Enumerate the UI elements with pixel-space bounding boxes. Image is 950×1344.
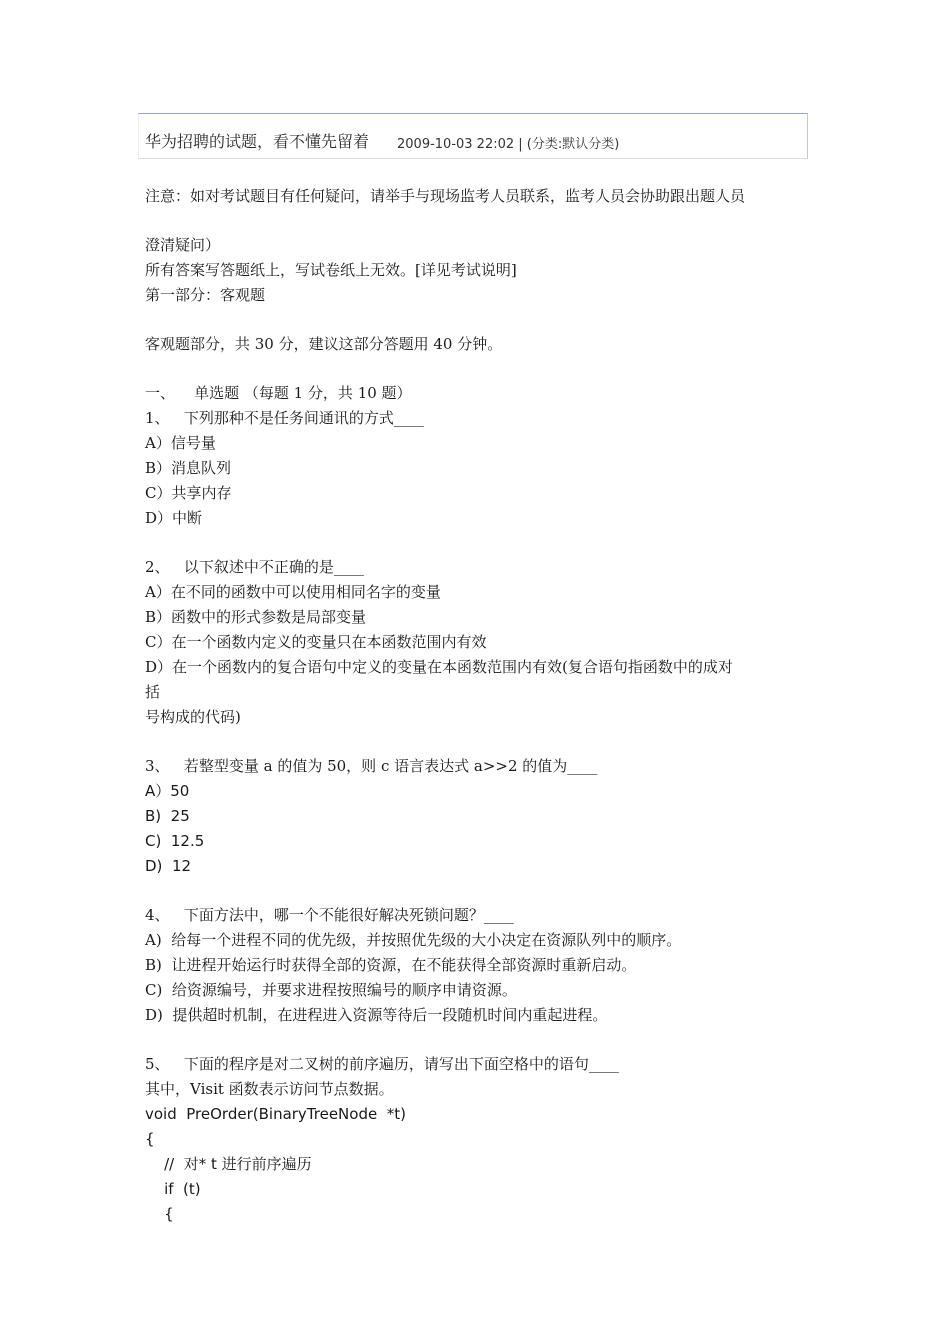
option: D) 12 <box>145 857 192 875</box>
section-intro: 客观题部分，共 30 分，建议这部分答题用 40 分钟。 <box>145 335 503 353</box>
code-line: { <box>145 1205 174 1223</box>
option: B) 25 <box>145 807 190 825</box>
option: B）消息队列 <box>145 459 232 477</box>
option: B) 让进程开始运行时获得全部的资源，在不能获得全部资源时重新启动。 <box>145 956 637 974</box>
notice-line: 注意：如对考试题目有任何疑问，请举手与现场监考人员联系，监考人员会协助跟出题人员 <box>145 187 746 205</box>
code-line: void PreOrder(BinaryTreeNode *t) <box>145 1105 406 1123</box>
question-stem: 4、 下面方法中，哪一个不能很好解决死锁问题？____ <box>145 906 514 924</box>
option: A) 给每一个进程不同的优先级，并按照优先级的大小决定在资源队列中的顺序。 <box>145 931 682 949</box>
section-heading: 一、 单选题 （每题 1 分，共 10 题） <box>145 384 412 402</box>
part-title: 第一部分：客观题 <box>145 286 266 304</box>
document-body <box>145 184 820 1227</box>
question-stem: 1、 下列那种不是任务间通讯的方式____ <box>145 409 424 427</box>
option: D）中断 <box>145 509 203 527</box>
option: D）在一个函数内的复合语句中定义的变量在本函数范围内有效(复合语句指函数中的成对 <box>145 658 733 676</box>
question-stem: 5、 下面的程序是对二叉树的前序遍历，请写出下面空格中的语句____ <box>145 1055 619 1073</box>
code-line: if (t) <box>145 1180 201 1198</box>
question-stem: 3、 若整型变量 a 的值为 50，则 c 语言表达式 a>>2 的值为____ <box>145 757 598 775</box>
option: C) 12.5 <box>145 832 205 850</box>
option-continuation: 括 <box>145 683 161 701</box>
post-meta: 2009-10-03 22:02 | (分类:默认分类) <box>397 137 620 152</box>
option: C）共享内存 <box>145 484 232 502</box>
option: A）在不同的函数中可以使用相同名字的变量 <box>145 583 441 601</box>
option: C) 给资源编号，并要求进程按照编号的顺序申请资源。 <box>145 981 517 999</box>
notice-line: 澄清疑问） <box>145 236 221 254</box>
code-line: // 对* t 进行前序遍历 <box>145 1155 312 1173</box>
post-title: 华为招聘的试题，看不懂先留着 <box>145 132 370 151</box>
option: A）50 <box>145 782 190 800</box>
option: A）信号量 <box>145 434 216 452</box>
code-line: { <box>145 1130 155 1148</box>
option: C）在一个函数内定义的变量只在本函数范围内有效 <box>145 633 487 651</box>
option: B）函数中的形式参数是局部变量 <box>145 608 367 626</box>
option-continuation: 号构成的代码) <box>145 708 241 726</box>
question-description: 其中，Visit 函数表示访问节点数据。 <box>145 1080 394 1098</box>
question-stem: 2、 以下叙述中不正确的是____ <box>145 558 364 576</box>
option: D) 提供超时机制，在进程进入资源等待后一段随机时间内重起进程。 <box>145 1006 608 1024</box>
post-header <box>138 113 808 159</box>
notice-line: 所有答案写答题纸上，写试卷纸上无效。[详见考试说明] <box>145 261 517 279</box>
